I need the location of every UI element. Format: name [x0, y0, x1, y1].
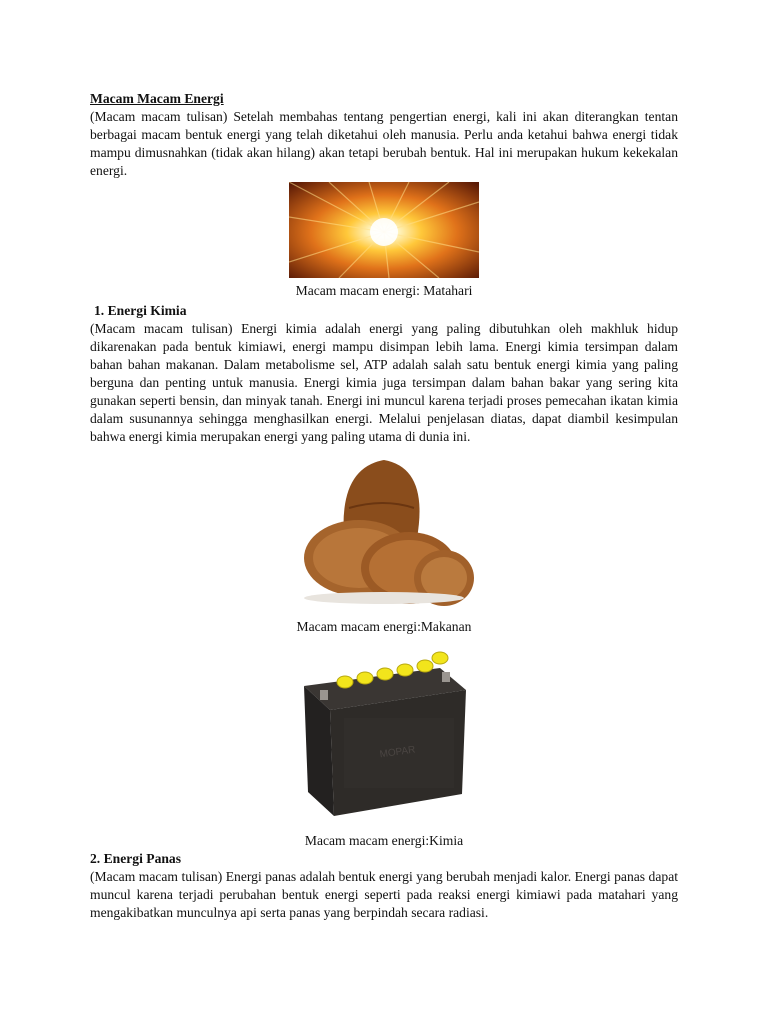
caption-sun: Macam macam energi: Matahari	[295, 283, 473, 298]
section-body-energi-kimia: (Macam macam tulisan) Energi kimia adalah energi yang paling dibutuhkan oleh makhluk hidup dikarenakan pada bentuk kimiawi, energi mampu disimpan lebih lama. Energi kimia tersimpan dalam bahan bahan makanan. Dalam metabolisme sel, ATP adalah salah satu bentuk energi kimia yang paling berguna dan penting untuk manusia. Energi kimia juga tersimpan dalam bahan bakar yang sering kita gunakan seperti bensin, dan minyak tanah. Energi ini muncul karena terjadi proses pemecahan ikatan kimia dalam susunannya sehingga menghasilkan energi. Melalui penjelasan diatas, dapat diambil kesimpulan bahwa energi kimia merupakan energi yang paling utama di dunia ini.	[90, 321, 678, 444]
car-battery-image	[290, 646, 478, 830]
intro-paragraph	[90, 90, 678, 108]
figure-bread	[90, 448, 678, 614]
document-title: Macam Macam Energi	[90, 91, 224, 106]
figure-sun	[90, 182, 678, 278]
intro-text: (Macam macam tulisan) Setelah membahas tentang pengertian energi, kali ini akan diterangkan tentan berbagai macam bentuk energi yang telah diketahui oleh manusia. Perlu anda ketahui bahwa energi tidak mampu dimusnahkan (tidak akan hilang) akan tetapi berubah bentuk. Hal ini merupakan hukum kekekalan energi.	[90, 109, 678, 178]
bread-image	[289, 448, 479, 614]
figure-battery	[90, 646, 678, 830]
sun-burst-image	[289, 182, 479, 278]
svg-text:MOPAR: MOPAR	[378, 744, 417, 761]
caption-bread: Macam macam energi:Makanan	[296, 619, 472, 634]
document-page	[90, 90, 678, 922]
caption-battery: Macam macam energi:Kimia	[304, 833, 464, 848]
section-heading-energi-panas: 2. Energi Panas	[90, 851, 182, 866]
section-heading-energi-kimia: 1. Energi Kimia	[94, 303, 187, 318]
section-body-energi-panas: (Macam macam tulisan) Energi panas adalah bentuk energi yang berubah menjadi kalor. Energi panas dapat muncul karena terjadi perubahan bentuk energi seperti pada reaksi energi kimiawi pada matahari yang mengakibatkan munculnya api serta panas yang berpindah secara radiasi.	[90, 869, 678, 920]
